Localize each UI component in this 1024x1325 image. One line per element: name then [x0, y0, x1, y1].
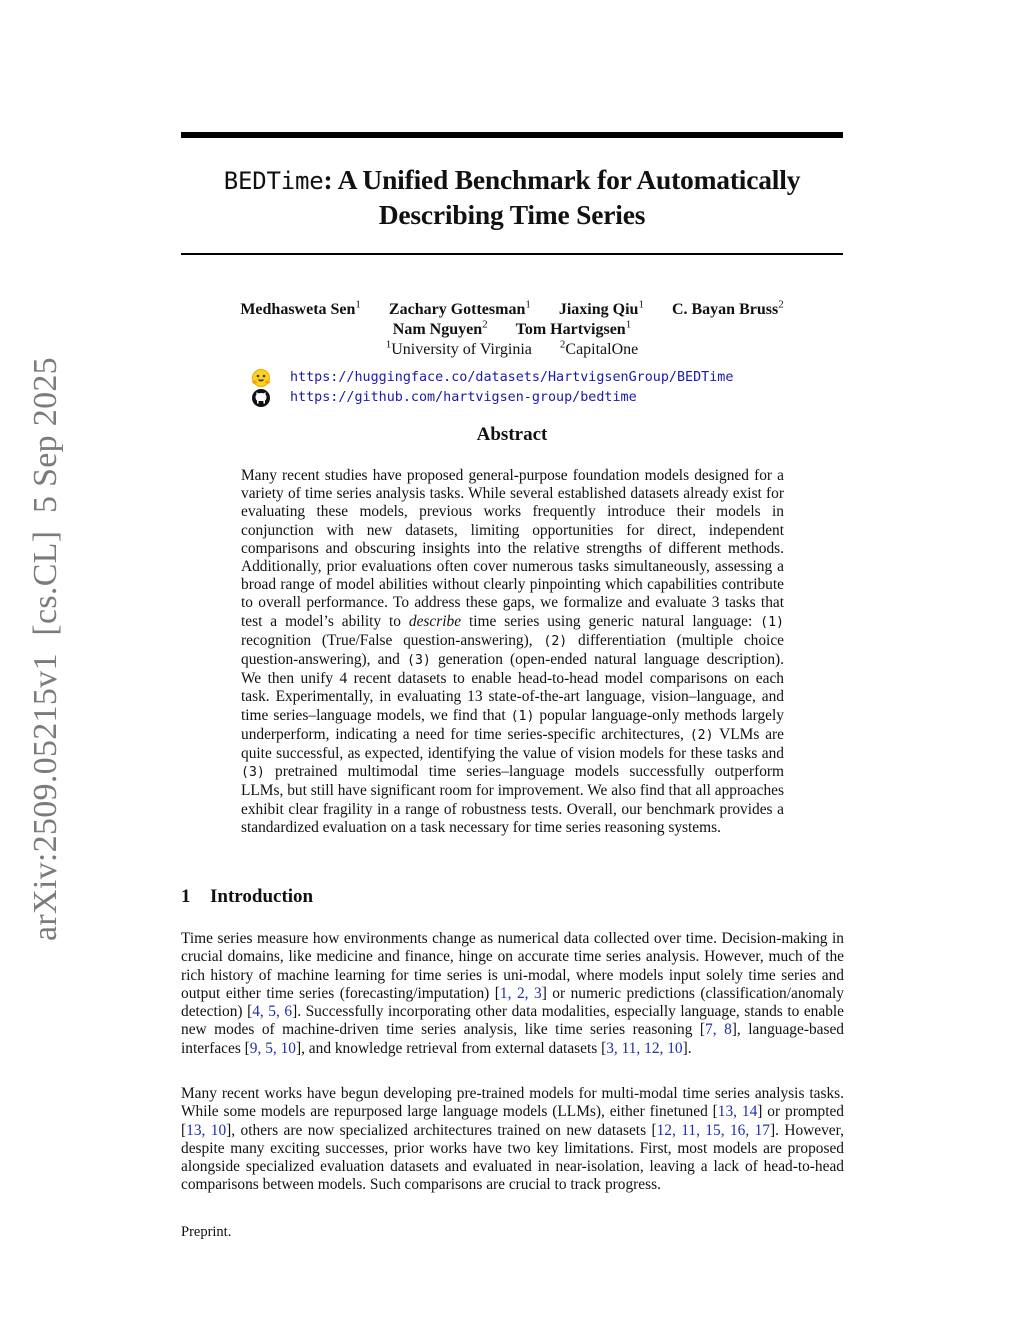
- citation-link[interactable]: 3, 11, 12, 10: [606, 1039, 683, 1057]
- author-name: Jiaxing Qiu: [558, 301, 639, 318]
- author-affiliation-mark: 1: [625, 318, 632, 331]
- body-text: ] or numeric predictions (classification/anomaly detection) [: [181, 984, 844, 1021]
- intro-paragraph-1: [181, 930, 844, 1058]
- abstract-text: popular language-only methods largely underperform, indicating a need for time series-specific architectures,: [241, 706, 784, 743]
- section-number: 1: [181, 886, 191, 907]
- body-text: ] or prompted [: [181, 1103, 844, 1139]
- abstract-text: VLMs are quite successful, as expected, identifying the value of vision models for these tasks and: [241, 725, 784, 763]
- body-text: ]. Successfully incorporating other data modalities, especially language, stands to enable new modes of machine-driven time series analysis, like time series reasoning [: [181, 1003, 844, 1039]
- enum-marker: (1): [510, 708, 535, 724]
- abstract-emphasis: describe: [408, 612, 462, 630]
- enum-marker: (2): [543, 633, 568, 649]
- body-text: ]. However, despite many exciting successes, prior works have two key limitations. First, most models are proposed alongside specialized evaluation datasets and evaluated in near-isolation, leaving a lack of head-to-head comparisons between models. Such comparisons are crucial to track progress.: [181, 1121, 844, 1194]
- citation-link[interactable]: 13, 14: [717, 1103, 758, 1121]
- body-text: Time series measure how environments change as numerical data collected over time. Decision-making in crucial domains, like medicine and finance, hinge on accurate time series analysis. However, much of the rich history of machine learning for time series is uni-modal, where models input solely time series and output either time series (forecasting/imputation) [: [181, 930, 844, 1002]
- abstract-text: differentiation (multiple choice question-answering), and: [241, 631, 784, 669]
- title-line-1: : A Unified Benchmark for Automatically: [323, 164, 801, 195]
- affiliations: [181, 340, 843, 359]
- section-heading-introduction: [181, 886, 313, 908]
- citation-link[interactable]: 4, 5, 6: [252, 1003, 293, 1021]
- abstract-text: generation (open-ended natural language description). We then unify 4 recent datasets to enable head-to-head model comparisons on each task. Experimentally, in evaluating 13 state-of-the-art language, vision–language, and time series–language models, we find that: [241, 651, 784, 724]
- abstract-text: recognition (True/False question-answering),: [241, 631, 544, 649]
- abstract-paragraph: [241, 467, 784, 837]
- abstract-text: time series using generic natural language:: [461, 612, 761, 630]
- author-affiliation-mark: 1: [355, 298, 361, 311]
- title-line-2: Describing Time Series: [378, 199, 646, 230]
- author-name: Medhasweta Sen: [240, 301, 356, 318]
- citation-link[interactable]: 7, 8: [705, 1021, 732, 1039]
- author-name: Tom Hartvigsen: [515, 321, 626, 338]
- title-bottom-rule: [181, 253, 843, 255]
- huggingface-dataset-link[interactable]: https://huggingface.co/datasets/HartvigsenGroup/BEDTime: [290, 370, 734, 385]
- author-affiliation-mark: 2: [778, 298, 784, 311]
- author-affiliation-mark: 1: [638, 298, 644, 311]
- enum-marker: (3): [407, 653, 431, 669]
- body-text: ], others are now specialized architectures trained on new datasets [: [226, 1121, 657, 1139]
- huggingface-icon: [251, 368, 271, 388]
- abstract-text: Many recent studies have proposed general-purpose foundation models designed for a variety of time series analysis tasks. While several established datasets already exist for evaluating these models, previous works frequently introduce their models in conjunction with new datasets, limiting opportunities for direct, independent comparisons and obscuring insights into the relative strengths of different methods. Additionally, prior evaluations often cover numerous tasks simultaneously, assessing a broad range of model abilities without clearly pinpointing which capabilities contribute to overall performance. To address these gaps, we formalize and evaluate 3 tasks that test a model’s ability to: [241, 467, 784, 630]
- citation-link[interactable]: 1, 2, 3: [499, 984, 542, 1002]
- citation-link[interactable]: 13, 10: [186, 1121, 227, 1139]
- affiliation-number: 1: [385, 338, 392, 351]
- author-name: C. Bayan Bruss: [671, 301, 779, 318]
- intro-paragraph-2: [181, 1085, 844, 1195]
- arxiv-side-stamp: arXiv:2509.05215v1 [cs.CL] 5 Sep 2025: [27, 357, 64, 941]
- citation-link[interactable]: 9, 5, 10: [249, 1039, 296, 1057]
- author-row-1: [181, 300, 843, 319]
- author-affiliation-mark: 1: [525, 298, 531, 311]
- body-text: ], language-based interfaces [: [181, 1021, 844, 1057]
- github-icon: [251, 388, 271, 408]
- affiliation-name: CapitalOne: [565, 341, 639, 358]
- section-title-text: Introduction: [210, 886, 314, 907]
- title-top-rule: [181, 132, 843, 138]
- abstract-heading: Abstract: [476, 424, 548, 445]
- enum-marker: (3): [241, 765, 265, 781]
- affiliation-name: University of Virginia: [391, 341, 532, 358]
- body-text: ].: [682, 1039, 692, 1057]
- author-affiliation-mark: 2: [482, 318, 488, 331]
- author-row-2: [181, 320, 843, 339]
- paper-title: [181, 163, 843, 231]
- abstract-body: [241, 467, 784, 837]
- title-benchmark-name: BEDTime: [223, 167, 324, 195]
- affiliation-number: 2: [559, 338, 566, 351]
- enum-marker: (1): [760, 614, 784, 630]
- body-text: Many recent works have begun developing pre-trained models for multi-modal time series analysis tasks. While some models are repurposed large language models (LLMs), either finetuned [: [181, 1085, 844, 1121]
- citation-link[interactable]: 12, 11, 15, 16, 17: [656, 1121, 770, 1139]
- preprint-footer: Preprint.: [181, 1224, 232, 1240]
- abstract-text: pretrained multimodal time series–language models successfully outperform LLMs, but still have significant room for improvement. We also find that all approaches exhibit clear fragility in a range of robustness tests. Overall, our benchmark provides a standardized evaluation on a task necessary for time series reasoning systems.: [241, 763, 784, 836]
- body-text: ], and knowledge retrieval from external datasets [: [295, 1039, 607, 1057]
- author-name: Nam Nguyen: [392, 321, 483, 338]
- enum-marker: (2): [689, 727, 714, 743]
- github-repo-link[interactable]: https://github.com/hartvigsen-group/bedtime: [290, 390, 637, 405]
- author-name: Zachary Gottesman: [388, 301, 526, 318]
